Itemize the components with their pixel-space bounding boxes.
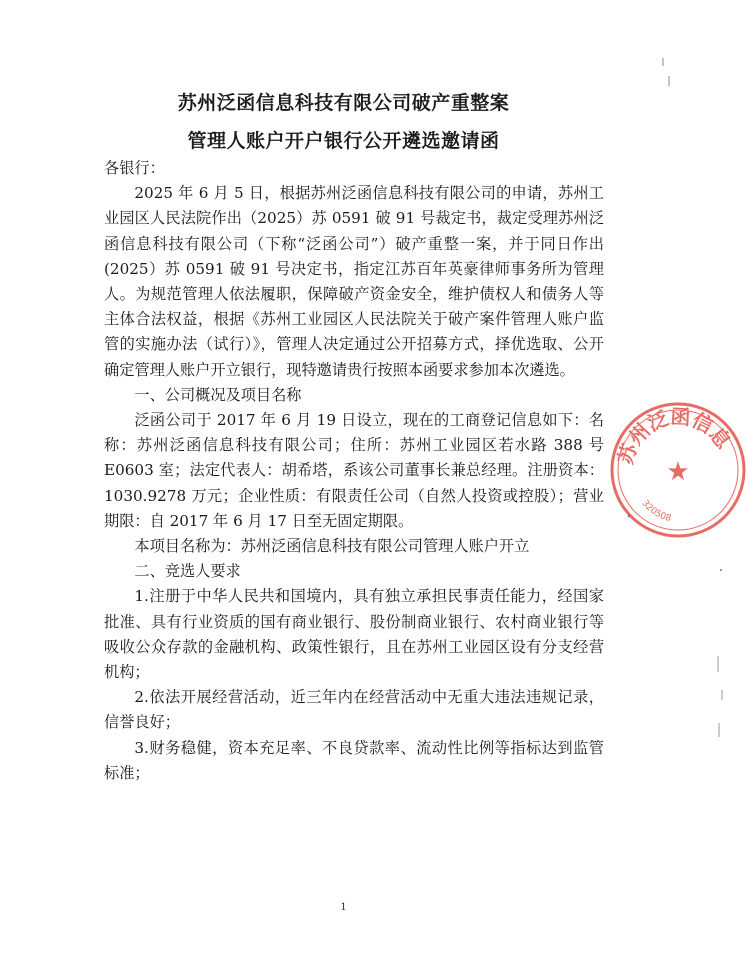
seal-code: 320508 (639, 498, 673, 525)
requirement-item-1: 1.注册于中华人民共和国境内，具有独立承担民事责任能力，经国家批准、具有行业资质的国有商业银行、股份制商业银行、农村商业银行等吸收公众存款的金融机构、政策性银行，且在苏州工业园区设有分支经营机构； (104, 587, 604, 682)
seal-star: ★ (666, 457, 690, 487)
paragraph-company-info: 泛函公司于 2017 年 6 月 19 日设立，现在的工商登记信息如下：名称：苏州泛函信息科技有限公司；住所：苏州工业园区若水路 388 号 E0603 室；法定代表人：胡希塔，系该公司董事长兼总经理。注册资本：1030.9278 万元；企业性质：有限责任公司（自然人投资或控股）；营业期限：自 2017 年 6 月 17 日至无固定期限。 (104, 411, 604, 530)
requirement-item-3: 3.财务稳健，资本充足率、不良贷款率、流动性比例等指标达到监管标准； (104, 738, 604, 782)
document-title-line1: 苏州泛函信息科技有限公司破产重整案 (177, 92, 510, 114)
section-heading-company-overview: 一、公司概况及项目名称 (134, 385, 302, 404)
seal-text: 苏州泛函信息 (613, 404, 736, 467)
document-title-line2: 管理人账户开户银行公开遴选邀请函 (187, 130, 500, 152)
section-heading-requirements: 二、竞选人要求 (134, 562, 241, 581)
requirement-item-2: 2.依法开展经营活动，近三年内在经营活动中无重大违法违规记录，信誉良好； (104, 688, 604, 732)
paragraph-intro: 2025 年 6 月 5 日，根据苏州泛函信息科技有限公司的申请，苏州工业园区人民法院作出（2025）苏 0591 破 91 号裁定书，裁定受理苏州泛函信息科技有限公司（下称“泛函公司”）破产重整一案，并于同日作出(2025）苏 0591 破 91 号决定书，指定江苏百年英豪律师事务所为管理人。为规范管理人依法履职，保障破产资金安全，维护债权人和债务人等主体合法权益，根据《苏州工业园区人民法院关于破产案件管理人账户监管的实施办法（试行）》，管理人决定通过公开招募方式，择优选取、公开确定管理人账户开立银行，现特邀请贵行按照本函要求参加本次遴选。 (104, 184, 604, 379)
paragraph-project-name: 本项目名称为：苏州泛函信息科技有限公司管理人账户开立 (134, 537, 530, 556)
page-number: 1 (340, 902, 347, 913)
salutation: 各银行： (104, 159, 165, 177)
